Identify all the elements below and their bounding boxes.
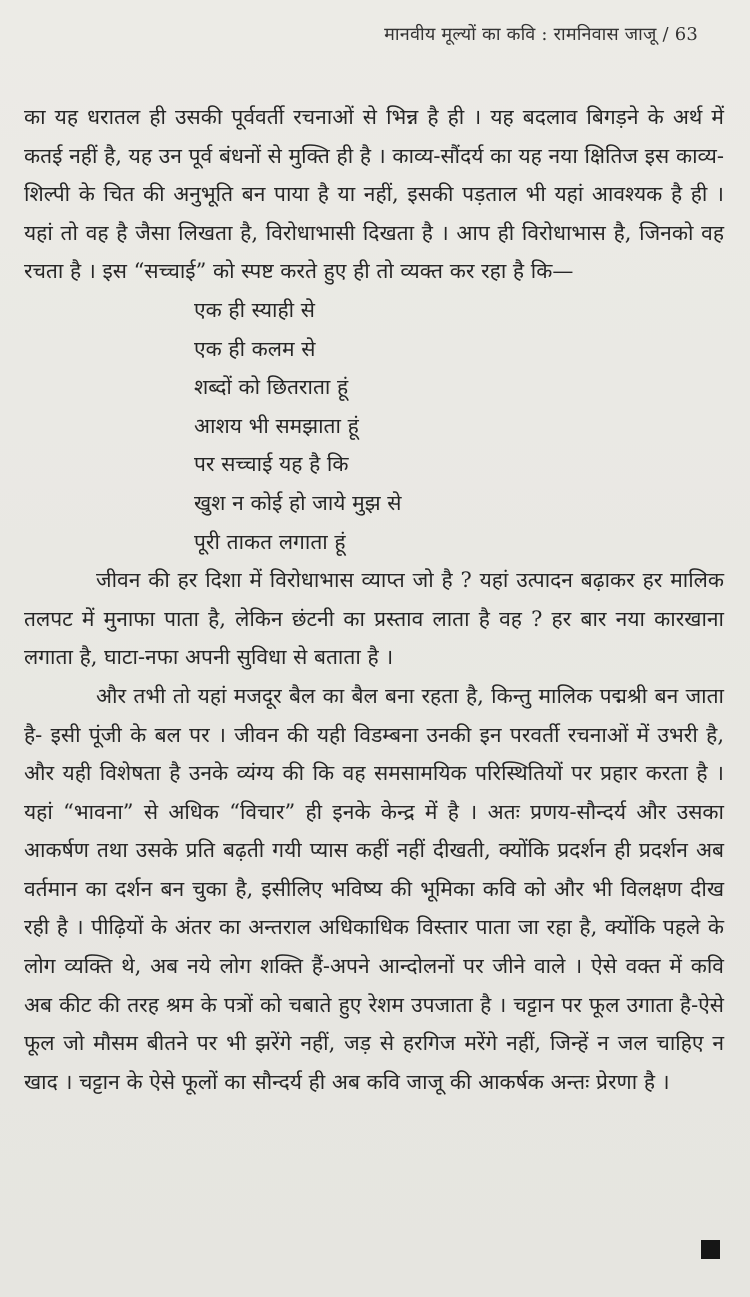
body-text — [24, 98, 724, 1101]
paragraph: और तभी तो यहां मजदूर बैल का बैल बना रहता है, किन्तु मालिक पद्मश्री बन जाता है- इसी पूंजी के बल पर । जीवन की यही विडम्बना उनकी इन परवर्ती रचनाओं में उभरी है, और यही विशेषता है उनके व्यंग्य की कि वह समसामयिक परिस्थितियों पर प्रहार करता है । यहां “भावना” से अधिक “विचार” ही इनके केन्द्र में है । अतः प्रणय-सौन्दर्य और उसका आकर्षण तथा उसके प्रति बढ़ती गयी प्यास कहीं नहीं दीखती, क्योंकि प्रदर्शन ही प्रदर्शन अब वर्तमान का दर्शन बन चुका है, इसीलिए भविष्य की भूमिका कवि को और भी विलक्षण दीख रही है । पीढ़ियों के अंतर का अन्तराल अधिकाधिक विस्तार पाता जा रहा है, क्योंकि पहले के लोग व्यक्ति थे, अब नये लोग शक्ति हैं-अपने आन्दोलनों पर जीने वाले । ऐसे वक्त में कवि अब कीट की तरह श्रम के पत्रों को चबाते हुए रेशम उपजाता है । चट्टान पर फूल उगाता है-ऐसे फूल जो मौसम बीतने पर भी झरेंगे नहीं, जड़ से हरगिज मरेंगे नहीं, जिन्हें न जल चाहिए न खाद । चट्टान के ऐसे फूलों का सौन्दर्य ही अब कवि जाजू की आकर्षक अन्तः प्रेरणा है । — [24, 683, 724, 1094]
poem-line: पर सच्चाई यह है कि — [194, 452, 349, 477]
poem-line: पूरी ताकत लगाता हूं — [194, 529, 346, 554]
paragraph: जीवन की हर दिशा में विरोधाभास व्याप्त जो है ? यहां उत्पादन बढ़ाकर हर मालिक तलपट में मुनाफा पाता है, लेकिन छंटनी का प्रस्ताव लाता है वह ? हर बार नया कारखाना लगाता है, घाटा-नफा अपनी सुविधा से बताता है । — [24, 568, 724, 670]
paragraph: का यह धरातल ही उसकी पूर्ववर्ती रचनाओं से भिन्न है ही । यह बदलाव बिगड़ने के अर्थ में कतई नहीं है, यह उन पूर्व बंधनों से मुक्ति ही है । काव्य-सौंदर्य का यह नया क्षितिज इस काव्य-शिल्पी के चित की अनुभूति बन पाया है या नहीं, इसकी पड़ताल भी यहां आवश्यक है ही । यहां तो वह है जैसा लिखता है, विरोधाभासी दिखता है । आप ही विरोधाभास है, जिनको वह रचता है । इस “सच्चाई” को स्पष्ट करते हुए ही तो व्यक्त कर रहा है कि— — [24, 105, 724, 284]
end-of-chapter-square-icon — [701, 1240, 720, 1259]
poem-line: शब्दों को छितराता हूं — [194, 375, 349, 400]
poem-stanza — [194, 291, 724, 561]
poem-line: आशय भी समझाता हूं — [194, 413, 359, 438]
poem-line: एक ही कलम से — [194, 336, 316, 361]
poem-line: एक ही स्याही से — [194, 297, 315, 322]
poem-line: खुश न कोई हो जाये मुझ से — [194, 490, 402, 515]
running-head: मानवीय मूल्यों का कवि : रामनिवास जाजू / 63 — [384, 24, 698, 45]
